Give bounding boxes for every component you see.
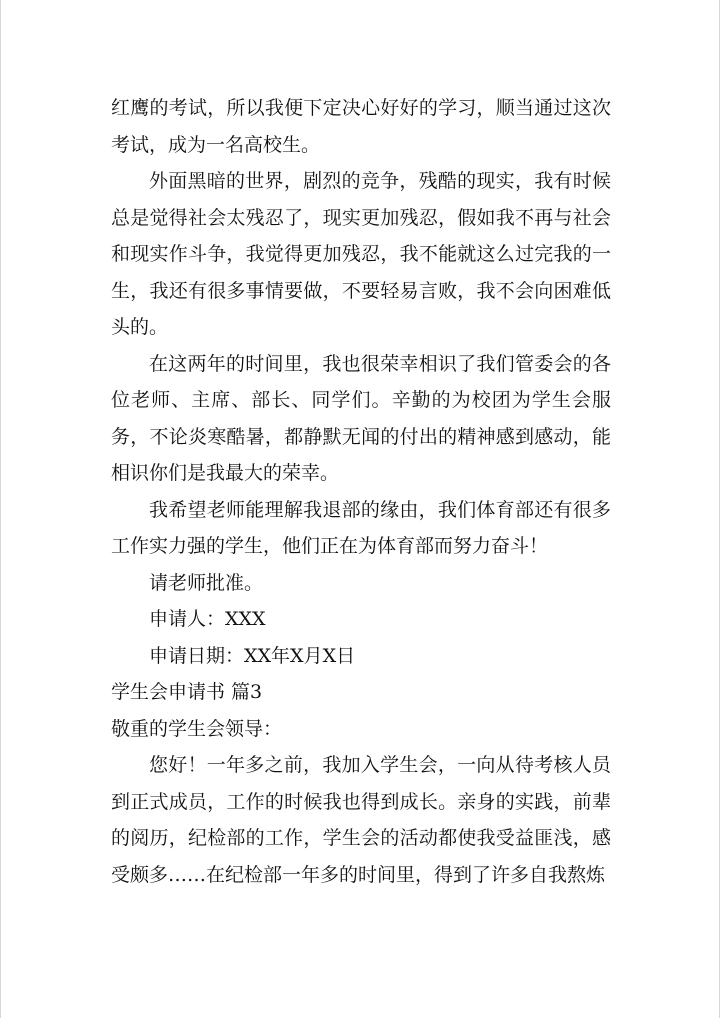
paragraph-3: 在这两年的时间里，我也很荣幸相识了我们管委会的各位老师、主席、部长、同学们。辛勤的为校团为学生会服务，不论炎寒酷暑，都静默无闻的付出的精神感到感动，能相识你们是我最大的荣幸。 — [111, 352, 611, 484]
salutation: 敬重的学生会领导： — [111, 717, 283, 740]
section-heading: 学生会申请书 篇3 — [111, 681, 263, 703]
document-body — [111, 90, 611, 893]
approval-request: 请老师批准。 — [149, 571, 264, 594]
paragraph-4: 我希望老师能理解我退部的缘由，我们体育部还有很多工作实力强的学生，他们正在为体育部而努力奋斗！ — [111, 498, 611, 557]
paragraph-2: 外面黑暗的世界，剧烈的竞争，残酷的现实，我有时候总是觉得社会太残忍了，现实更加残忍，假如我不再与社会和现实作斗争，我觉得更加残忍，我不能就这么过完我的一生，我还有很多事情要做，不要轻易言败，我不会向困难低头的。 — [111, 170, 611, 338]
application-date-line: 申请日期：XX年X月X日 — [149, 644, 356, 667]
applicant-line: 申请人：XXX — [149, 608, 266, 630]
paragraph-body: 您好！一年多之前，我加入学生会，一向从待考核人员到正式成员，工作的时候我也得到成长。亲身的实践，前辈的阅历，纪检部的工作，学生会的活动都使我受益匪浅，感受颇多……在纪检部一年多的时间里，得到了许多自我熬炼 — [111, 754, 611, 886]
paragraph-1: 红鹰的考试，所以我便下定决心好好的学习，顺当通过这次考试，成为一名高校生。 — [111, 97, 611, 156]
